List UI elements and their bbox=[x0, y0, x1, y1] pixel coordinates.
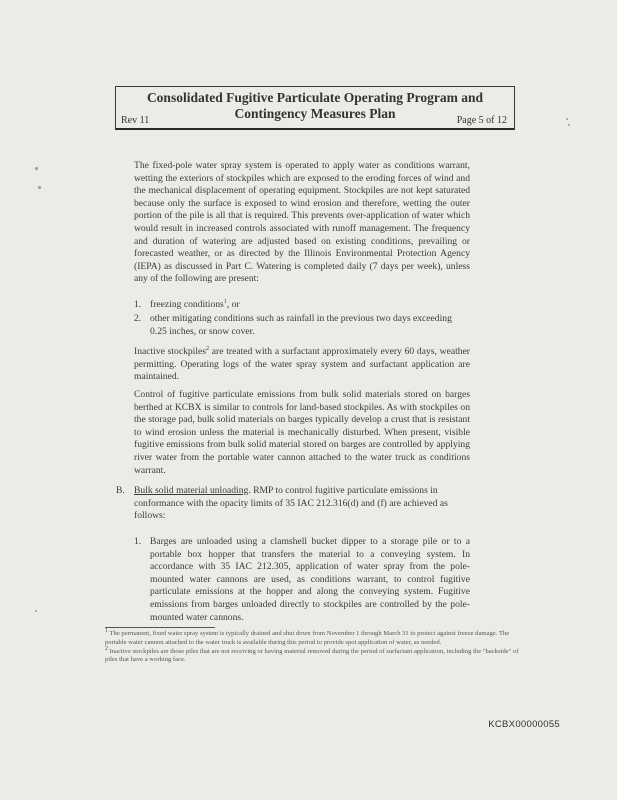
page-number: Page 5 of 12 bbox=[456, 115, 507, 126]
section-letter: B. bbox=[116, 485, 125, 496]
list-number: 2. bbox=[134, 313, 142, 324]
scan-speck bbox=[35, 610, 37, 612]
scan-speck bbox=[568, 124, 570, 126]
bates-number: KCBX00000055 bbox=[488, 719, 560, 730]
revision-label: Rev 11 bbox=[121, 115, 150, 126]
footnote-2 bbox=[105, 645, 525, 666]
scan-speck bbox=[35, 167, 38, 170]
document-header bbox=[115, 86, 515, 130]
list-number: 1. bbox=[134, 536, 142, 547]
list-text-main: freezing conditions bbox=[150, 299, 224, 310]
scan-speck bbox=[566, 118, 568, 120]
footnote-ref: 2 bbox=[206, 345, 210, 352]
footnote-text: The permanent, fixed water spray system is typically drained and shut down from November 1 through March 31 to protect against freeze damage. The portable water cannon attached to the water truck is available during this period to provide spot application of water, as needed. bbox=[105, 630, 510, 646]
paragraph-water-spray: The fixed-pole water spray system is operated to apply water as conditions warrant, wetting the exteriors of stockpiles which are exposed to the eroding forces of wind and the mechanical displacement of operating equipment. Stockpiles are not kept saturated because only the surface is exposed to wind erosion and therefore, wetting the outer portion of the pile is all that is required. This prevents over-application of water which would result in increased controls associated with runoff management. The frequency and duration of watering are adjusted based on existing conditions, prevailing or forecasted weather, or as directed by the Illinois Environmental Protection Agency (IEPA) as discussed in Part C. Watering is completed daily (7 days per week), unless any of the following are present: bbox=[134, 160, 470, 285]
list-text: other mitigating conditions such as rainfall in the previous two days exceeding 0.25 inches, or snow cover. bbox=[150, 313, 452, 337]
footnotes bbox=[105, 627, 525, 665]
list-text-tail: , or bbox=[226, 299, 240, 310]
footnote-divider bbox=[105, 627, 215, 628]
list-number: 1. bbox=[134, 299, 142, 310]
footnote-marker: 1 bbox=[105, 627, 108, 634]
section-b-intro bbox=[134, 485, 471, 523]
footnote-text: Inactive stockpiles are those piles that are not receiving or having material removed during the period of surfactant application, including the "backside" of piles that have a working face. bbox=[105, 647, 519, 664]
para-start: Inactive stockpiles bbox=[134, 346, 207, 357]
list-item bbox=[134, 536, 470, 623]
para-rest: are treated with a surfactant approximately every 60 days, weather permitting. Operating logs of the water spray system and surfactant application are maintained. bbox=[134, 346, 470, 383]
paragraph-barges: Control of fugitive particulate emissions from bulk solid materials stored on barges berthed at KCBX is similar to controls for land-based stockpiles. As with stockpiles on the storage pad, bulk solid materials on barges typically develop a crust that is resistant to wind erosion unless the material is mechanically disturbed. When present, visible fugitive emissions from bulk solid material stored on barges are controlled by applying river water from the portable water cannon attached to the water truck as conditions warrant. bbox=[134, 389, 470, 476]
footnote-1 bbox=[105, 627, 525, 648]
footnote-ref: 1 bbox=[223, 298, 227, 305]
list-item bbox=[134, 313, 470, 339]
list-item bbox=[134, 299, 470, 312]
list-text bbox=[150, 299, 470, 312]
list-text: Barges are unloaded using a clamshell bucket dipper to a storage pile or to a portable box hopper that transfers the material to a conveying system. In accordance with 35 IAC 212.305, application of water spray from the pole-mounted water cannons are used, as conditions warrant, to control fugitive particulate emissions at the hopper and along the conveying system. Fugitive emissions from barges unloaded directly to stockpiles are controlled by the pole-mounted water cannons. bbox=[150, 536, 470, 623]
footnote-marker: 2 bbox=[105, 645, 108, 652]
paragraph-inactive-stockpiles bbox=[134, 346, 470, 384]
scan-speck bbox=[38, 186, 41, 189]
section-text: . RMP to control fugitive particulate emissions in conformance with the opacity limits of 35 IAC 212.316(d) and (f) are achieved as follows: bbox=[134, 485, 448, 522]
section-heading: Bulk solid material unloading bbox=[134, 485, 249, 496]
document-title: Consolidated Fugitive Particulate Operating Program and Contingency Measures Plan bbox=[146, 90, 484, 121]
